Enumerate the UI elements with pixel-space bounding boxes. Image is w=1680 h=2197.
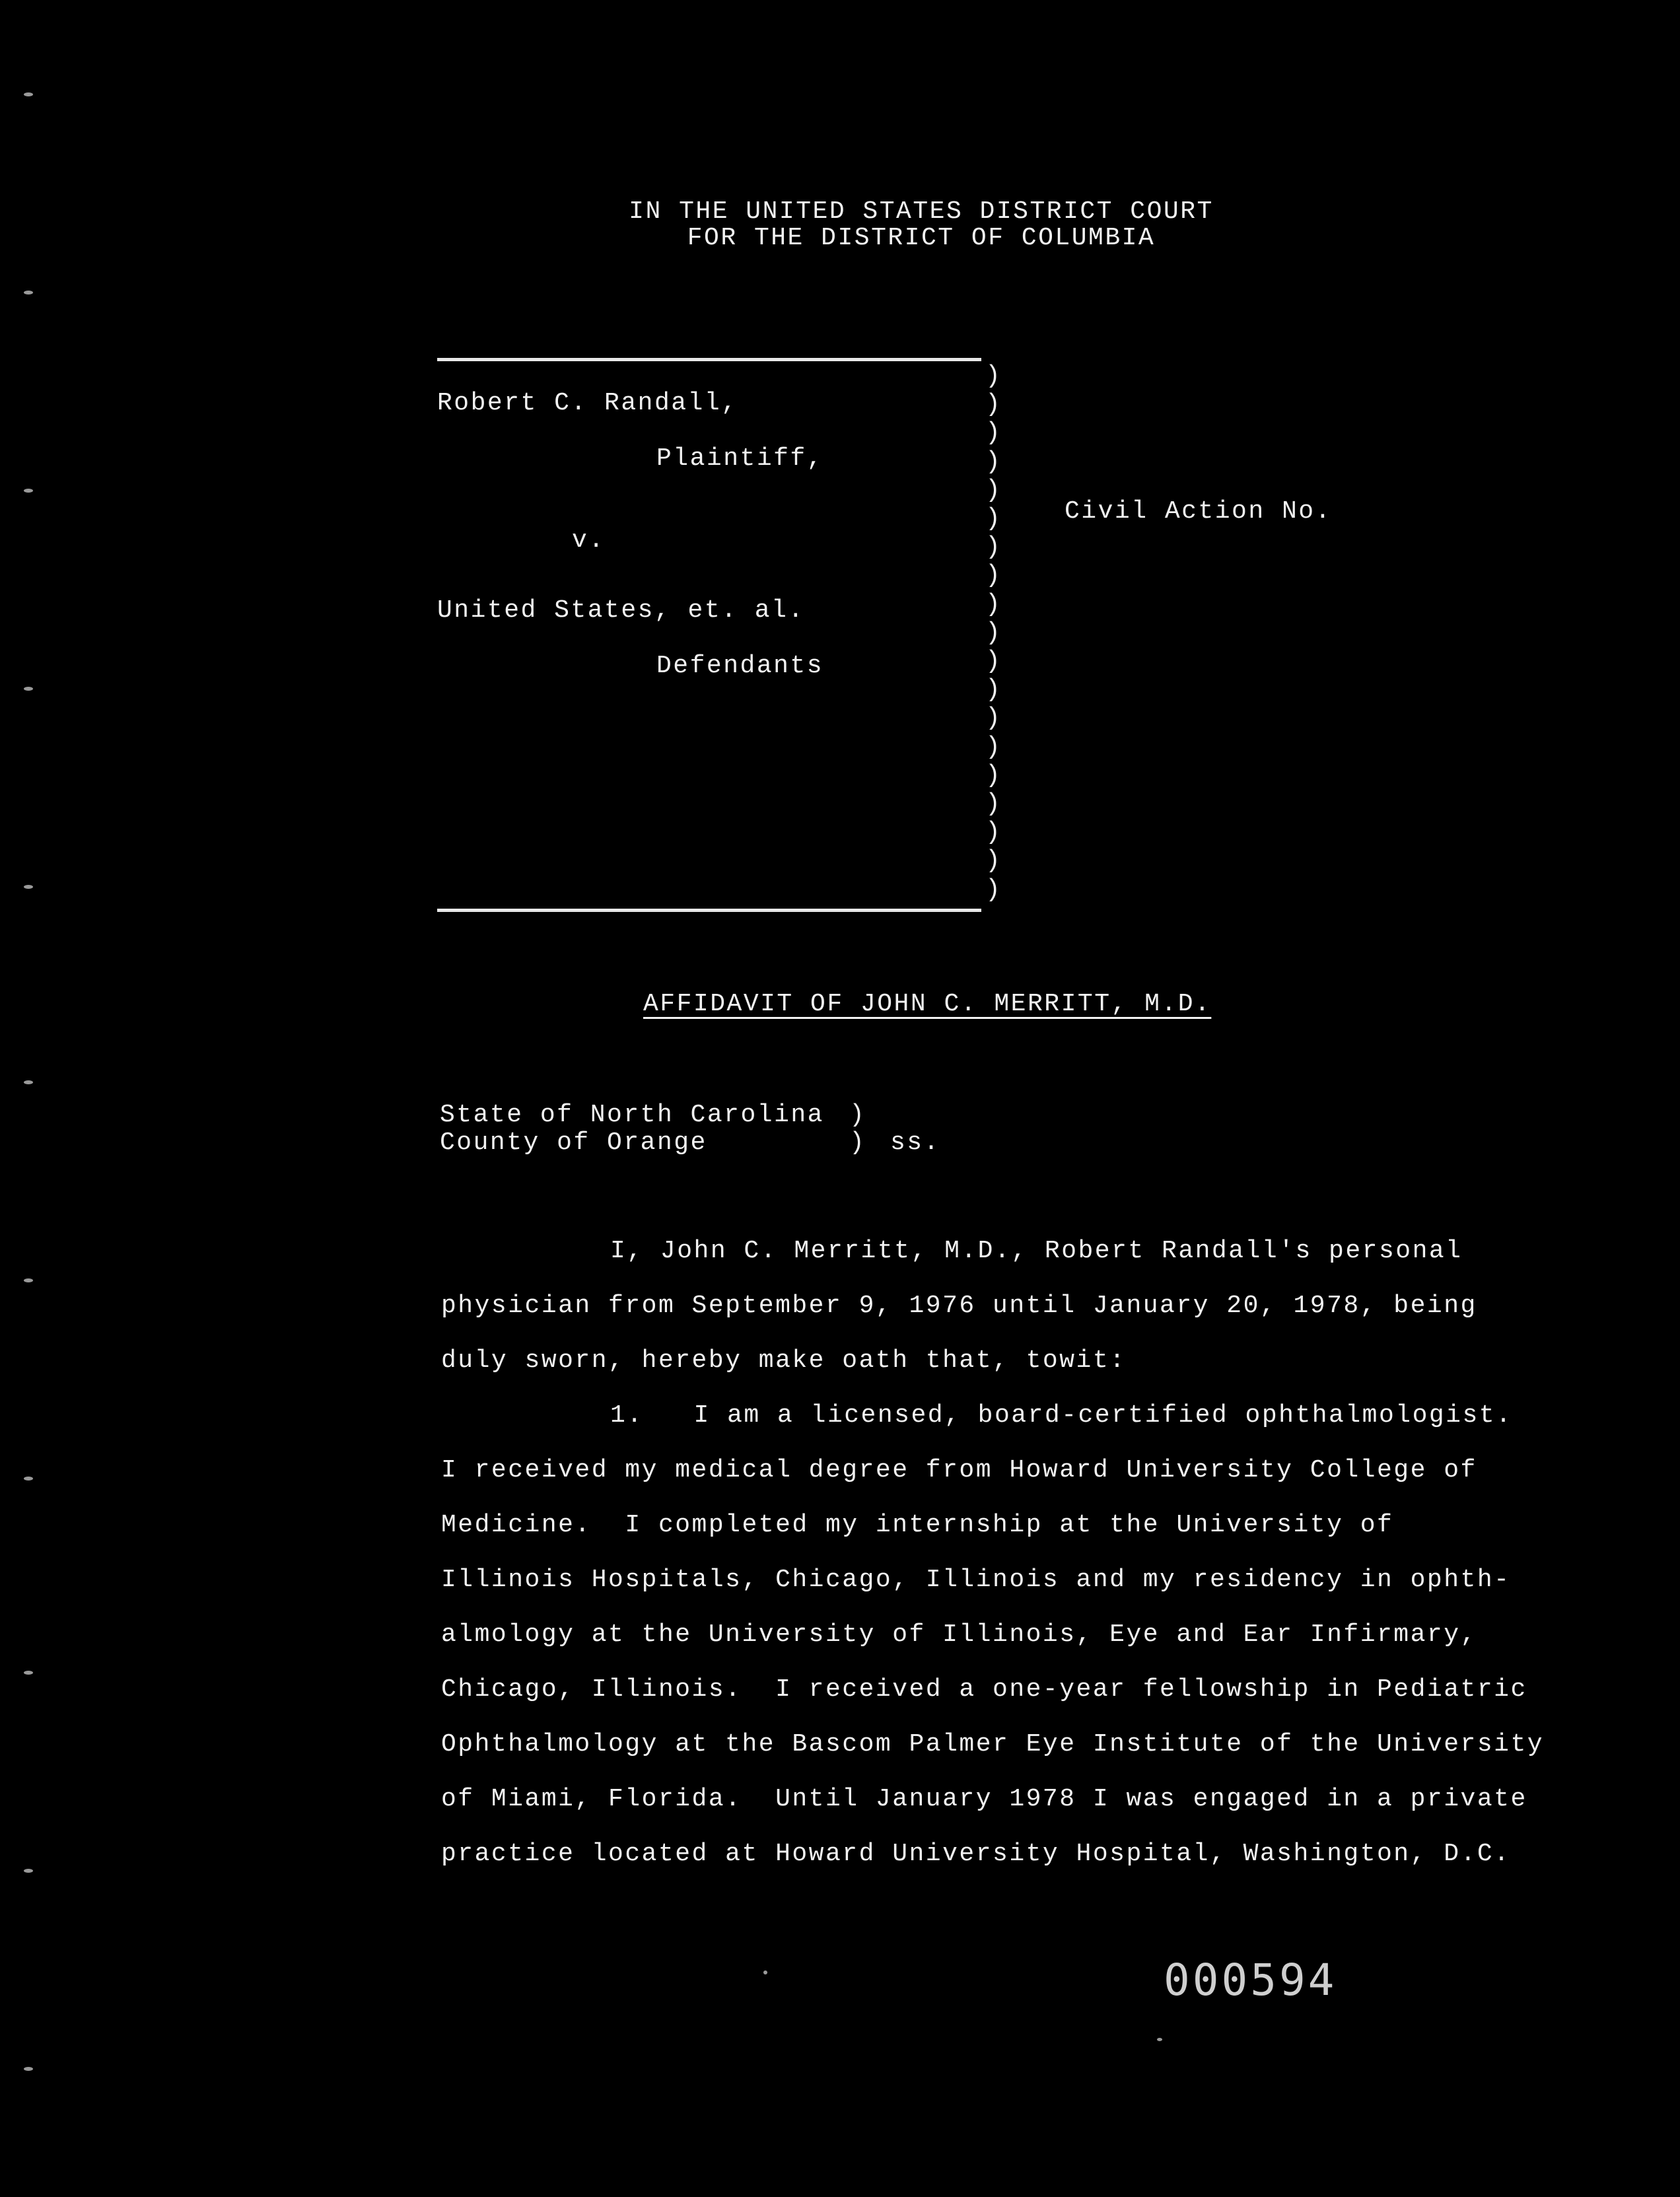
civil-action-label: Civil Action No. — [1065, 497, 1332, 526]
intro-line-1: I, John C. Merritt, M.D., Robert Randall's personal — [610, 1237, 1463, 1265]
plaintiff-role: Plaintiff, — [656, 444, 824, 473]
venue-ss: ss. — [890, 1129, 940, 1157]
scan-speck — [24, 885, 33, 889]
venue-county: County of Orange — [440, 1129, 707, 1157]
para1-line-8: of Miami, Florida. Until January 1978 I was engaged in a private — [441, 1785, 1527, 1813]
caption-bottom-rule — [437, 909, 981, 912]
scan-speck — [1157, 2038, 1162, 2041]
scan-speck — [24, 687, 33, 691]
intro-line-3: duly sworn, hereby make oath that, towit: — [441, 1346, 1127, 1375]
scan-speck — [24, 1278, 33, 1282]
affidavit-title: AFFIDAVIT OF JOHN C. MERRITT, M.D. — [643, 990, 1212, 1018]
scan-speck — [24, 1671, 33, 1675]
bates-stamp: 000594 — [1164, 1955, 1337, 2005]
scan-speck — [763, 1970, 767, 1974]
scan-speck — [24, 1869, 33, 1873]
caption-top-rule — [437, 358, 981, 361]
scan-speck — [24, 2067, 33, 2071]
venue-brace-2: ) — [849, 1129, 866, 1157]
para1-line-2: I received my medical degree from Howard University College of — [441, 1456, 1477, 1484]
scan-speck — [24, 291, 33, 295]
plaintiff-name: Robert C. Randall, — [437, 389, 738, 417]
para1-line-7: Ophthalmology at the Bascom Palmer Eye Institute of the University — [441, 1730, 1545, 1759]
para1-line-6: Chicago, Illinois. I received a one-year fellowship in Pediatric — [441, 1675, 1527, 1704]
versus: v. — [572, 526, 606, 555]
scan-speck — [24, 489, 33, 493]
court-heading-line-2: FOR THE DISTRICT OF COLUMBIA — [687, 224, 1156, 252]
para1-line-4: Illinois Hospitals, Chicago, Illinois and my residency in ophth- — [441, 1566, 1511, 1594]
para1-line-3: Medicine. I completed my internship at the University of — [441, 1511, 1394, 1539]
intro-line-2: physician from September 9, 1976 until January 20, 1978, being — [441, 1292, 1477, 1320]
court-heading-line-1: IN THE UNITED STATES DISTRICT COURT — [629, 197, 1214, 226]
defendant-name: United States, et. al. — [437, 596, 805, 625]
venue-state: State of North Carolina — [440, 1101, 824, 1129]
scan-speck — [24, 92, 33, 96]
venue-brace-1: ) — [849, 1101, 866, 1129]
scan-speck — [24, 1080, 33, 1084]
defendant-role: Defendants — [656, 652, 824, 680]
para1-line-1: 1. I am a licensed, board-certified ophthalmologist. — [610, 1401, 1513, 1430]
scan-speck — [24, 1477, 33, 1481]
caption-brace-column: ) ) ) ) ) ) ) ) ) ) ) ) ) ) ) ) ) ) ) — [985, 362, 1002, 904]
para1-line-5: almology at the University of Illinois, Eye and Ear Infirmary, — [441, 1621, 1477, 1649]
para1-line-9: practice located at Howard University Hospital, Washington, D.C. — [441, 1840, 1511, 1868]
